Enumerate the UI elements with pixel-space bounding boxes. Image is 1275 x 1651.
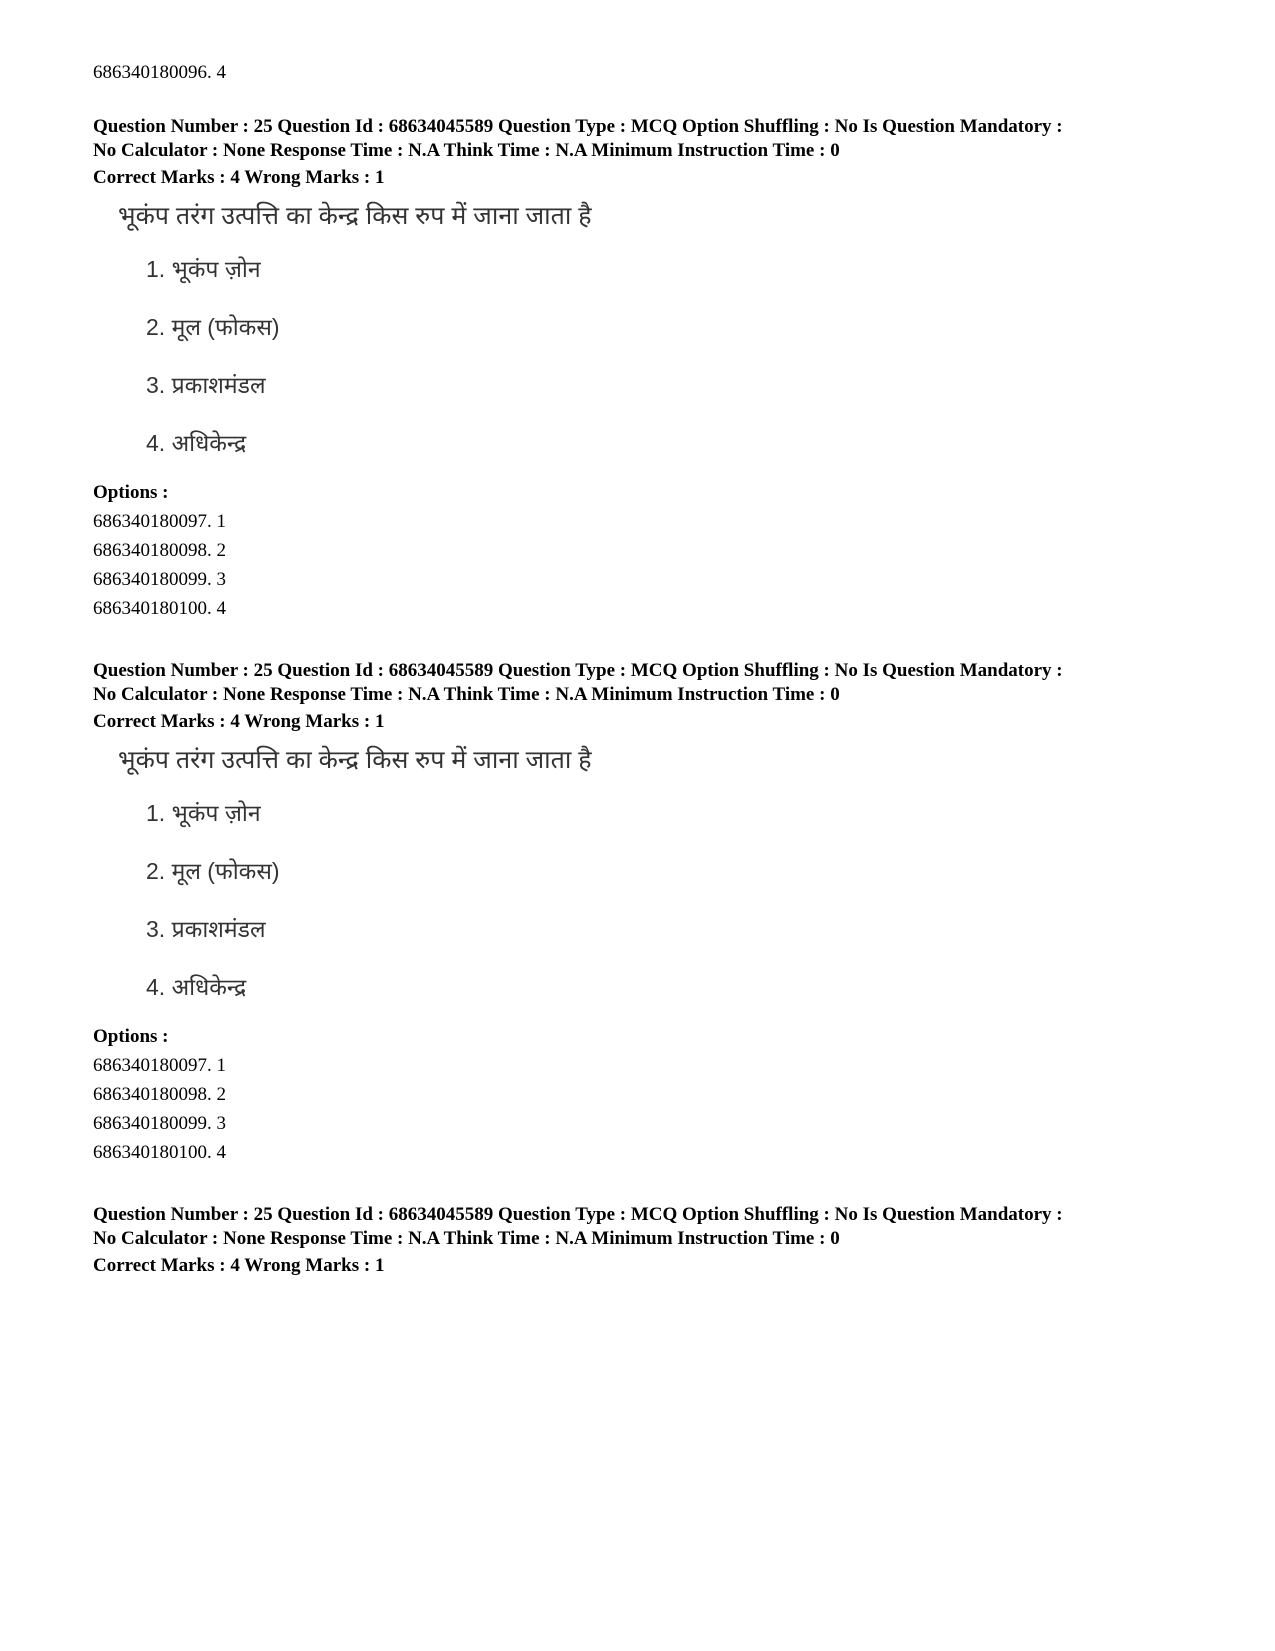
option-line: 686340180098. 2 xyxy=(93,540,226,561)
question-metadata-line-1: Question Number : 25 Question Id : 68634045589 Question Type : MCQ Option Shuffling : No Is Question Mandatory : xyxy=(93,1204,1063,1225)
question-marks: Correct Marks : 4 Wrong Marks : 1 xyxy=(93,1255,385,1276)
question-choice: 4. अधिकेन्द्र xyxy=(146,974,247,1000)
option-line: 686340180100. 4 xyxy=(93,598,226,619)
question-choice: 4. अधिकेन्द्र xyxy=(146,430,247,456)
option-line: 686340180099. 3 xyxy=(93,1113,226,1134)
question-metadata-line-1: Question Number : 25 Question Id : 68634045589 Question Type : MCQ Option Shuffling : No Is Question Mandatory : xyxy=(93,116,1063,137)
question-choice: 3. प्रकाशमंडल xyxy=(146,916,266,942)
question-metadata xyxy=(93,659,1193,707)
question-choice: 1. भूकंप ज़ोन xyxy=(146,800,261,826)
question-choice: 2. मूल (फोकस) xyxy=(146,314,280,340)
question-image xyxy=(118,744,1193,1016)
question-stem: भूकंप तरंग उत्पत्ति का केन्द्र किस रुप में जाना जाता है xyxy=(118,202,592,230)
question-stem: भूकंप तरंग उत्पत्ति का केन्द्र किस रुप में जाना जाता है xyxy=(118,746,592,774)
question-metadata xyxy=(93,1203,1193,1251)
document-page xyxy=(93,58,1193,1280)
option-line: 686340180100. 4 xyxy=(93,1142,226,1163)
question-marks: Correct Marks : 4 Wrong Marks : 1 xyxy=(93,167,385,188)
question-image xyxy=(118,200,1193,472)
option-line: 686340180099. 3 xyxy=(93,569,226,590)
question-metadata-line-2: No Calculator : None Response Time : N.A Think Time : N.A Minimum Instruction Time : 0 xyxy=(93,1228,840,1249)
question-marks: Correct Marks : 4 Wrong Marks : 1 xyxy=(93,711,385,732)
option-line: 686340180097. 1 xyxy=(93,1055,226,1076)
options-heading: Options : xyxy=(93,1026,169,1047)
question-choice: 3. प्रकाशमंडल xyxy=(146,372,266,398)
option-line: 686340180098. 2 xyxy=(93,1084,226,1105)
question-block-3 xyxy=(93,1203,1193,1280)
options-heading: Options : xyxy=(93,482,169,503)
question-block-1 xyxy=(93,115,1193,623)
question-metadata-line-1: Question Number : 25 Question Id : 68634045589 Question Type : MCQ Option Shuffling : No Is Question Mandatory : xyxy=(93,660,1063,681)
question-metadata xyxy=(93,115,1193,163)
question-block-2 xyxy=(93,659,1193,1167)
question-choice: 2. मूल (फोकस) xyxy=(146,858,280,884)
question-choice: 1. भूकंप ज़ोन xyxy=(146,256,261,282)
previous-option-line: 686340180096. 4 xyxy=(93,62,226,83)
option-line: 686340180097. 1 xyxy=(93,511,226,532)
question-metadata-line-2: No Calculator : None Response Time : N.A Think Time : N.A Minimum Instruction Time : 0 xyxy=(93,140,840,161)
question-metadata-line-2: No Calculator : None Response Time : N.A Think Time : N.A Minimum Instruction Time : 0 xyxy=(93,684,840,705)
